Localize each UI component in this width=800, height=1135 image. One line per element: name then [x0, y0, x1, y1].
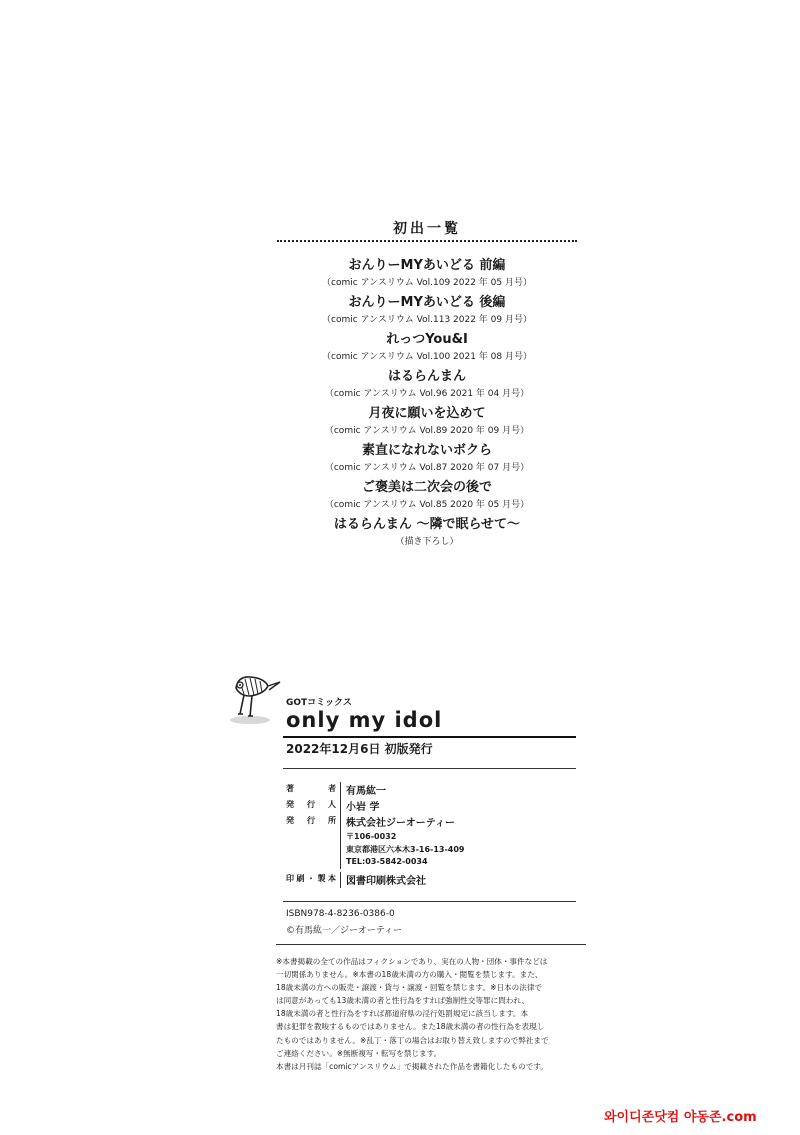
- vertical-rule: [340, 830, 341, 843]
- work-source: （comic アンスリウム Vol.85 2020 年 05 月号）: [324, 500, 530, 510]
- work-source: （comic アンスリウム Vol.89 2020 年 09 月号）: [324, 426, 530, 436]
- book-title: only my idol: [286, 708, 443, 732]
- work-title: はるらんまん 〜隣で眠らせて〜: [333, 517, 521, 532]
- credit-value: 有馬紘一: [346, 786, 386, 797]
- address-text: 東京都港区六本木3-16-13-409: [346, 845, 465, 854]
- list-item: [277, 441, 577, 478]
- divider: [283, 901, 576, 902]
- note-line: 書は犯罪を教唆するものではありません。また18歳未満の者の性行為を表現し: [276, 1022, 545, 1032]
- work-source: （描き下ろし）: [395, 537, 459, 547]
- list-item: [277, 515, 577, 552]
- credits: [286, 782, 576, 888]
- work-source: （comic アンスリウム Vol.96 2021 年 04 月号）: [324, 389, 530, 399]
- works-list: [277, 256, 577, 552]
- vertical-rule: [340, 872, 341, 888]
- note-line: ※本書掲載の全ての作品はフィクションであり、実在の人物・団体・事件などは: [276, 957, 548, 966]
- vertical-rule: [340, 798, 341, 814]
- list-item: [277, 404, 577, 441]
- note-line: 一切関係ありません。※本書の18歳未満の方の購入・閲覧を禁じます。また、: [276, 970, 543, 980]
- vertical-rule: [340, 814, 341, 830]
- divider: [283, 768, 576, 769]
- vertical-rule: [340, 782, 341, 798]
- address-text: 〒106-0032: [346, 832, 397, 841]
- note-line: は同意があっても13歳未満の者と性行為をすれば強制性交等罪に問われ、: [276, 996, 530, 1006]
- work-title: れっつYou&I: [386, 332, 468, 347]
- watermark: 와이디존닷컴 야동존.com: [604, 1110, 757, 1125]
- work-source: （comic アンスリウム Vol.113 2022 年 09 月号）: [322, 315, 532, 325]
- credit-label: 著者: [286, 784, 336, 793]
- note-line: ご連絡ください。※無断複写・転写を禁じます。: [276, 1048, 442, 1058]
- credit-row-publisher-company: [286, 814, 576, 830]
- work-source: （comic アンスリウム Vol.100 2021 年 08 月号）: [322, 352, 532, 362]
- note-line: 本書は月刊誌「comicアンスリウム」で掲載された作品を書籍化したものです。: [276, 1061, 548, 1071]
- note-line: 18歳未満の方への販売・譲渡・貸与・譲渡・回覧を禁じます。※日本の法律で: [276, 983, 543, 993]
- title-rule: [283, 736, 576, 738]
- series-label: GOTコミックス: [286, 698, 352, 708]
- credit-label: 発行人: [286, 800, 336, 809]
- address-line: [286, 843, 576, 856]
- address-text: TEL:03-5842-0034: [346, 857, 428, 866]
- list-item: [277, 367, 577, 404]
- list-item: [277, 330, 577, 367]
- legal-notes: [276, 955, 586, 1073]
- credit-row-printer: [286, 872, 576, 888]
- work-title: 素直になれないボクら: [361, 443, 492, 458]
- work-title: はるらんまん: [387, 369, 466, 384]
- bird-logo-icon: [228, 664, 282, 726]
- credit-label: 印刷・製本: [286, 874, 336, 883]
- credit-value: 株式会社ジーオーティー: [346, 818, 455, 829]
- credit-value: 図書印刷株式会社: [346, 876, 426, 887]
- vertical-rule: [340, 856, 341, 869]
- credit-label: 発行所: [286, 816, 336, 825]
- list-item: [277, 293, 577, 330]
- work-source: （comic アンスリウム Vol.109 2022 年 05 月号）: [322, 278, 532, 288]
- work-title: おんりーMYあいどる 前編: [348, 258, 506, 273]
- work-title: ご褒美は二次会の後で: [361, 480, 492, 495]
- credit-value: 小岩 学: [346, 802, 380, 813]
- address-line: [286, 830, 576, 843]
- copyright: ©有馬紘一／ジーオーティー: [286, 926, 403, 936]
- divider: [276, 944, 586, 945]
- work-title: 月夜に願いを込めて: [368, 406, 486, 421]
- section-title: 初出一覧: [393, 221, 461, 237]
- list-item: [277, 478, 577, 515]
- vertical-rule: [340, 843, 341, 856]
- note-line: たものではありません。※乱丁・落丁の場合はお取り替え致しますので弊社まで: [276, 1035, 549, 1045]
- isbn: ISBN978-4-8236-0386-0: [286, 909, 395, 919]
- address-line: [286, 856, 576, 869]
- credit-row-publisher-person: [286, 798, 576, 814]
- list-item: [277, 256, 577, 293]
- note-line: 18歳未満の者と性行為をすれば都道府県の淫行処罰規定に該当します。本: [276, 1009, 529, 1019]
- work-source: （comic アンスリウム Vol.87 2020 年 07 月号）: [324, 463, 530, 473]
- dotted-divider: [277, 240, 577, 242]
- credit-row-author: [286, 782, 576, 798]
- work-title: おんりーMYあいどる 後編: [348, 295, 506, 310]
- publication-date: 2022年12月6日 初版発行: [286, 742, 433, 756]
